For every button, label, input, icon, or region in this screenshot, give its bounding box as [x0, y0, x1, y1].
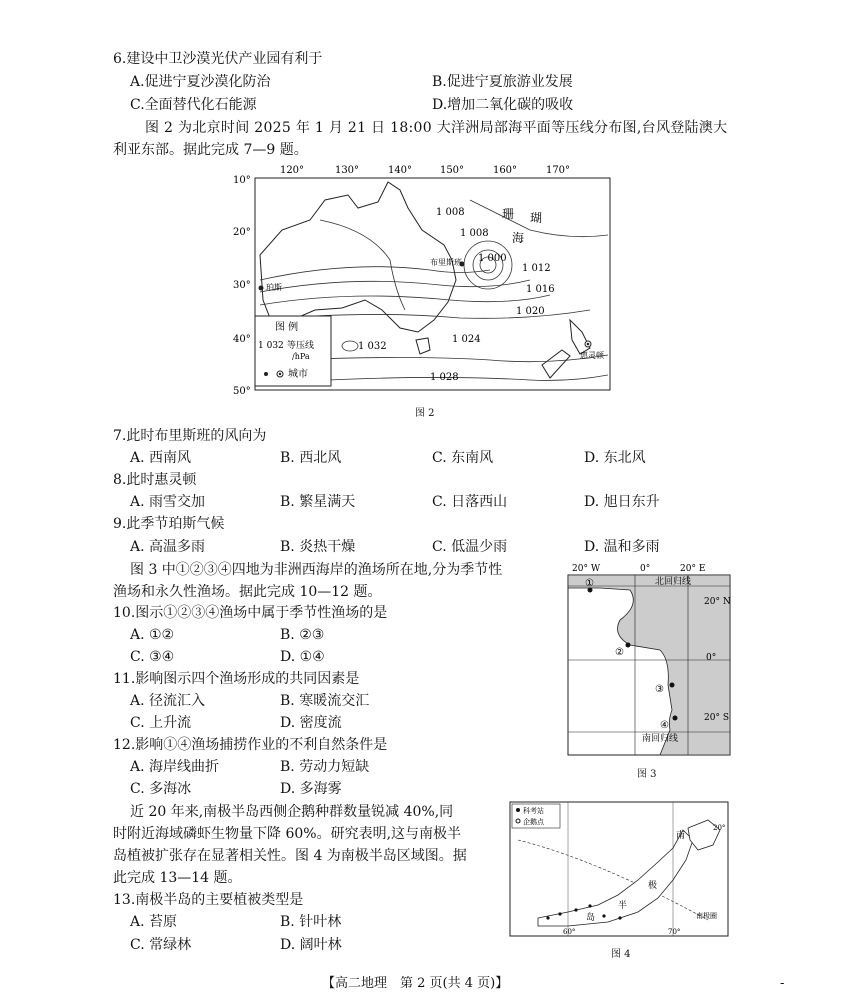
fishery-dot [673, 716, 678, 721]
q13-option-a: A. 苔原 [130, 914, 178, 930]
fig2-intro-line2: 利亚东部。据此完成 7—9 题。 [113, 142, 308, 158]
fig4-lon-label: 70° [668, 928, 681, 936]
q13-stem: 13.南极半岛的主要植被类型是 [113, 892, 304, 908]
station-dot [618, 916, 621, 919]
fig2-legend-isobar-unit: /hPa [292, 352, 310, 361]
fig4-lat-label: 20° [713, 824, 726, 832]
q9-option-a: A. 高温多雨 [130, 539, 206, 555]
fig2-intro-line1: 图 2 为北京时间 2025 年 1 月 21 日 18:00 大洋洲局部海平面等压线分布图,台风登陆澳大 [145, 120, 728, 136]
fig3-lon-label: 20° W [572, 564, 601, 574]
fig2-lat-label: 50° [233, 386, 251, 397]
q8-option-b: B. 繁星满天 [280, 494, 356, 510]
fig4-label: 极 [648, 881, 658, 891]
fig3-caption: 图 3 [637, 769, 657, 780]
q6-option-d: D.增加二氧化碳的吸收 [432, 97, 574, 113]
q12-option-a: A. 海岸线曲折 [130, 759, 220, 775]
city-label: 布里斯班 [430, 258, 462, 267]
q7-option-b: B. 西北风 [280, 450, 342, 466]
fig4-legend-label: 科考站 [523, 807, 544, 815]
fig2-lon-label: 120° [279, 165, 305, 176]
isobar-label: 1 008 [460, 228, 489, 239]
q6-option-c: C.全面替代化石能源 [130, 97, 257, 113]
fig4-label: 南 [676, 831, 686, 841]
station-dot [588, 904, 591, 907]
fig4-legend-penguin-icon [516, 819, 520, 823]
q7-stem: 7.此时布里斯班的风向为 [113, 428, 267, 444]
footer-mark: - [780, 976, 785, 991]
q12-option-c: C. 多海冰 [130, 781, 192, 797]
coral-sea-label: 海 [512, 231, 525, 245]
isobar-label: 1 020 [516, 306, 545, 317]
q13-option-b: B. 针叶林 [280, 914, 342, 930]
fig3-north-tropic: 北回归线 [655, 577, 692, 587]
q11-option-a: A. 径流汇入 [130, 693, 206, 709]
fig4-intro-line2: 时附近海域磷虾生物量下降 60%。研究表明,这与南极半 [113, 826, 462, 842]
q7-option-c: C. 东南风 [432, 450, 494, 466]
isobar-label: 1 000 [478, 253, 507, 264]
station-dot [546, 916, 549, 919]
fig2-lat-label: 40° [233, 334, 251, 345]
fig2-legend-isobar-value: 1 032 [258, 341, 284, 351]
fig2-lat-label: 10° [233, 175, 251, 186]
fishery-marker: ④ [660, 720, 669, 731]
coral-sea-label: 珊 [502, 207, 515, 221]
fig2-lon-label: 140° [387, 165, 413, 176]
fig3-intro-line1: 图 3 中①②③④四地为非洲西海岸的渔场所在地,分为季节性 [130, 562, 503, 578]
q10-option-c: C. ③④ [130, 649, 175, 665]
fig4-label: 岛 [586, 913, 596, 923]
coral-sea-label: 瑚 [530, 211, 543, 225]
fig3-lat-label: 0° [706, 653, 717, 663]
fig4-caption: 图 4 [611, 949, 631, 960]
isobar-label: 1 016 [526, 284, 555, 295]
fig4-legend-label: 企鹅点 [523, 818, 544, 826]
q9-option-c: C. 低温少雨 [432, 539, 508, 555]
q7-option-d: D. 东北风 [584, 450, 646, 466]
fig2-lon-label: 160° [492, 165, 518, 176]
city-marker [259, 286, 264, 291]
fig3-africa-map [560, 560, 740, 760]
fig2-lon-label: 170° [545, 165, 571, 176]
fig3-lon-label: 20° E [680, 564, 706, 574]
isobar-label: 1 024 [452, 334, 481, 345]
q10-option-d: D. ①④ [280, 649, 325, 665]
isobar-label: 1 032 [358, 341, 387, 352]
q9-option-d: D. 温和多雨 [584, 539, 660, 555]
q6-stem: 6.建设中卫沙漠光伏产业园有利于 [113, 51, 323, 67]
station-dot [602, 914, 605, 917]
page-footer: 【高二地理 第 2 页(共 4 页)】 [322, 976, 509, 991]
fig4-intro-line4: 此完成 13—14 题。 [113, 870, 242, 886]
fig4-lon-label: 60° [563, 928, 576, 936]
q12-option-b: B. 劳动力短缺 [280, 759, 370, 775]
fishery-dot [670, 683, 675, 688]
fig2-legend-city-icon [264, 372, 268, 376]
q11-stem: 11.影响图示四个渔场形成的共同因素是 [113, 671, 360, 687]
city-marker [587, 343, 590, 346]
fig4-label: 南极圈 [696, 912, 717, 920]
q11-option-d: D. 密度流 [280, 715, 342, 731]
fig2-isobar-map [230, 160, 620, 400]
fig4-intro-line3: 岛植被扩张存在显著相关性。图 4 为南极半岛区域图。据 [113, 848, 467, 864]
q8-option-d: D. 旭日东升 [584, 494, 660, 510]
fig3-lat-label: 20° S [704, 713, 729, 723]
isobar-label: 1 008 [436, 207, 465, 218]
fishery-marker: ② [615, 647, 624, 658]
fig2-legend-city-label: 城市 [288, 369, 308, 380]
q6-option-a: A.促进宁夏沙漠化防治 [130, 74, 271, 90]
q13-option-d: D. 阔叶林 [280, 937, 342, 953]
fig4-legend-station-icon [516, 808, 520, 812]
q10-stem: 10.图示①②③④渔场中属于季节性渔场的是 [113, 605, 388, 621]
q11-option-c: C. 上升流 [130, 715, 192, 731]
fig2-legend-city-icon [279, 373, 281, 375]
q11-option-b: B. 寒暖流交汇 [280, 693, 370, 709]
fig3-lon-label: 0° [640, 564, 651, 574]
city-label: 惠灵顿 [580, 351, 604, 360]
city-label: 珀斯 [266, 283, 282, 292]
station-dot [574, 908, 577, 911]
fig3-south-tropic: 南回归线 [642, 734, 679, 744]
fig2-lon-label: 130° [334, 165, 360, 176]
isobar-label: 1 012 [522, 263, 551, 274]
fishery-marker: ① [585, 578, 594, 589]
q8-option-c: C. 日落西山 [432, 494, 508, 510]
q7-option-a: A. 西南风 [130, 450, 192, 466]
q13-option-c: C. 常绿林 [130, 937, 192, 953]
fig2-legend-title: 图 例 [275, 322, 299, 333]
fig2-lat-label: 30° [233, 280, 251, 291]
fig3-lat-label: 20° N [704, 597, 731, 607]
q10-option-a: A. ①② [130, 627, 175, 643]
q6-option-b: B.促进宁夏旅游业发展 [432, 74, 573, 90]
q8-option-a: A. 雨雪交加 [130, 494, 206, 510]
fig4-intro-line1: 近 20 年来,南极半岛西侧企鹅种群数量锐减 40%,同 [130, 804, 454, 820]
fig4-label: 半 [618, 901, 628, 911]
q10-option-b: B. ②③ [280, 627, 325, 643]
fig2-legend-isobar-label: 等压线 [287, 341, 315, 351]
q9-option-b: B. 炎热干燥 [280, 539, 356, 555]
q12-stem: 12.影响①④渔场捕捞作业的不利自然条件是 [113, 737, 388, 753]
fig2-lon-label: 150° [439, 165, 465, 176]
q9-stem: 9.此季节珀斯气候 [113, 516, 225, 532]
q8-stem: 8.此时惠灵顿 [113, 472, 197, 488]
fig3-intro-line2: 渔场和永久性渔场。据此完成 10—12 题。 [113, 584, 382, 600]
station-dot [558, 912, 561, 915]
fig2-caption: 图 2 [415, 408, 435, 419]
isobar-label: 1 028 [430, 372, 459, 383]
fishery-dot [626, 643, 631, 648]
q12-option-d: D. 多海雾 [280, 781, 342, 797]
fig2-lat-label: 20° [233, 227, 251, 238]
fishery-marker: ③ [655, 684, 664, 695]
fig4-antarctic-peninsula-map [508, 800, 730, 942]
